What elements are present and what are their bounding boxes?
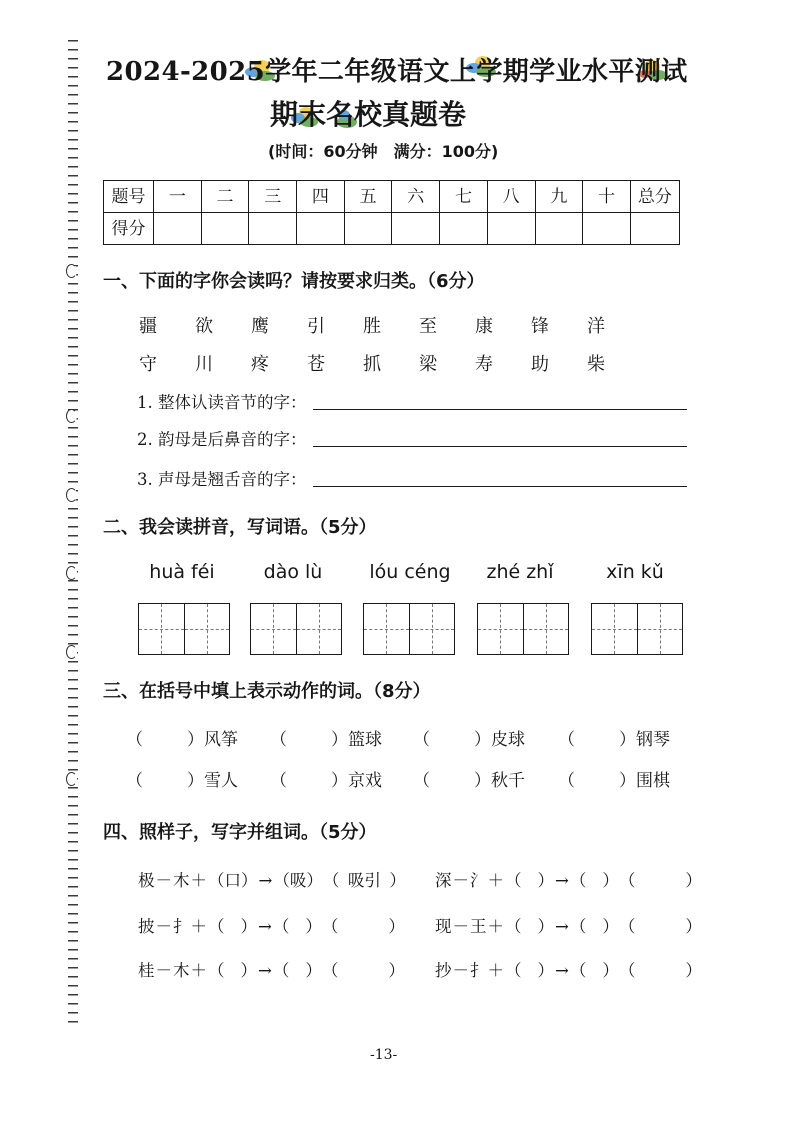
score-table-score-row xyxy=(104,213,680,245)
arrow: → xyxy=(258,961,272,980)
character-row-1 xyxy=(120,315,624,339)
character-item: 守 xyxy=(139,354,157,375)
open-paren: （ xyxy=(569,961,587,980)
close-paren: ） xyxy=(187,730,204,750)
answer-line xyxy=(313,432,688,447)
plus-sign: ＋ xyxy=(487,871,504,890)
open-paren: （ xyxy=(322,871,340,890)
close-paren: ） xyxy=(537,871,554,890)
removed-part: 扌 xyxy=(470,961,487,980)
open-paren: （ xyxy=(505,917,522,936)
writing-grid-cell xyxy=(251,604,296,654)
close-paren: ） xyxy=(537,961,554,980)
arrow: → xyxy=(555,871,569,890)
removed-part: 扌 xyxy=(173,917,190,936)
blank xyxy=(522,959,538,983)
character-item: 引 xyxy=(307,316,325,337)
close-paren: ） xyxy=(388,917,405,936)
character-item: 疼 xyxy=(251,354,269,375)
character-item: 抓 xyxy=(363,354,381,375)
score-table-header-cell: 九 xyxy=(535,181,583,213)
blank xyxy=(586,869,602,893)
score-table-header-cell: 二 xyxy=(201,181,249,213)
close-paren: ） xyxy=(619,771,636,791)
pinyin-item: lóu céng xyxy=(369,561,451,583)
page-title: 2024-2025学年二年级语文上学期学业水平测试 xyxy=(106,57,688,87)
score-cell xyxy=(630,213,679,245)
action-object: 篮球 xyxy=(348,730,382,750)
char-build-item xyxy=(138,959,405,983)
score-table-header-cell: 四 xyxy=(297,181,345,213)
writing-grid-cell xyxy=(592,604,637,654)
score-cell xyxy=(487,213,535,245)
removed-part: 木 xyxy=(173,961,190,980)
character-item: 胜 xyxy=(363,316,381,337)
page-number: -13- xyxy=(370,1047,398,1063)
score-table-header-cell: 题号 xyxy=(104,181,154,213)
open-paren: （ xyxy=(208,917,225,936)
binding-line xyxy=(68,40,78,1028)
open-paren: （ xyxy=(272,917,290,936)
close-paren: ） xyxy=(602,961,619,980)
open-paren: （ xyxy=(321,917,339,936)
pinyin-item: huà féi xyxy=(149,561,215,583)
blank xyxy=(287,769,331,793)
close-paren: ） xyxy=(331,730,348,750)
character-row-2 xyxy=(120,353,624,377)
open-paren: （ xyxy=(273,871,290,890)
binding-hole-mark xyxy=(66,645,77,659)
plus-sign: ＋ xyxy=(190,917,207,936)
action-object: 围棋 xyxy=(636,771,670,791)
blank xyxy=(575,728,619,752)
writing-grid-cell xyxy=(637,604,683,654)
removed-part: 氵 xyxy=(470,871,487,890)
binding-hole-mark xyxy=(66,409,77,423)
score-row-label: 得分 xyxy=(104,213,154,245)
plus-sign: ＋ xyxy=(487,917,504,936)
classification-question-3 xyxy=(137,468,687,492)
action-object: 皮球 xyxy=(491,730,525,750)
open-paren: （ xyxy=(558,730,575,750)
action-fill-item xyxy=(413,728,525,752)
character-item: 梁 xyxy=(419,354,437,375)
character-item: 柴 xyxy=(587,354,605,375)
minus-sign: － xyxy=(452,871,469,890)
char-build-item xyxy=(138,915,405,939)
close-paren: ） xyxy=(331,771,348,791)
question-label: 1. 整体认读音节的字： xyxy=(137,393,307,412)
blank xyxy=(635,959,685,983)
score-table xyxy=(103,180,680,245)
action-object: 风筝 xyxy=(204,730,238,750)
blank xyxy=(522,915,538,939)
character-item: 锋 xyxy=(531,316,549,337)
character-item: 洋 xyxy=(587,316,605,337)
score-table-header-cell: 六 xyxy=(392,181,440,213)
writing-grid-pair xyxy=(363,603,455,655)
writing-grid-cell xyxy=(184,604,230,654)
open-paren: （ xyxy=(270,771,287,791)
section3-heading: 三、在括号中填上表示动作的词。（8分） xyxy=(103,681,431,702)
blank xyxy=(289,959,305,983)
blank xyxy=(225,915,241,939)
answer-line xyxy=(313,395,688,410)
plus-sign: ＋ xyxy=(190,961,207,980)
close-paren: ） xyxy=(602,917,619,936)
writing-grid-pair xyxy=(477,603,569,655)
added-part: 口 xyxy=(224,871,241,890)
open-paren: （ xyxy=(618,871,636,890)
blank xyxy=(586,915,602,939)
minus-sign: － xyxy=(155,917,172,936)
blank xyxy=(430,728,474,752)
new-word: 吸引 xyxy=(347,871,381,890)
blank xyxy=(635,869,685,893)
writing-grid-cell xyxy=(364,604,409,654)
score-table-header-cell: 总分 xyxy=(630,181,679,213)
open-paren: （ xyxy=(413,771,430,791)
binding-hole-mark xyxy=(66,566,77,580)
close-paren: ） xyxy=(240,961,257,980)
open-paren: （ xyxy=(126,730,143,750)
section1-heading: 一、下面的字你会读吗？请按要求归类。（6分） xyxy=(103,271,485,292)
char-build-item xyxy=(435,959,702,983)
character-item: 川 xyxy=(195,354,213,375)
close-paren: ） xyxy=(602,871,619,890)
character-item: 康 xyxy=(475,316,493,337)
close-paren: ） xyxy=(240,917,257,936)
action-object: 雪人 xyxy=(204,771,238,791)
writing-grid-pair xyxy=(591,603,683,655)
writing-grid-pair xyxy=(250,603,342,655)
writing-grid-cell xyxy=(523,604,569,654)
blank xyxy=(586,959,602,983)
new-char: 吸 xyxy=(289,871,307,890)
base-char: 披 xyxy=(138,917,155,936)
minus-sign: － xyxy=(155,871,172,890)
close-paren: ） xyxy=(619,730,636,750)
binding-hole-mark xyxy=(66,772,77,786)
character-item: 鹰 xyxy=(251,316,269,337)
writing-grid-cell xyxy=(139,604,184,654)
blank xyxy=(143,769,187,793)
score-cell xyxy=(249,213,297,245)
section2-heading: 二、我会读拼音，写词语。（5分） xyxy=(103,517,377,538)
score-table-header-cell: 一 xyxy=(154,181,202,213)
score-cell xyxy=(583,213,631,245)
writing-grid-cell xyxy=(409,604,455,654)
action-object: 钢琴 xyxy=(636,730,670,750)
open-paren: （ xyxy=(270,730,287,750)
classification-question-1 xyxy=(137,391,687,415)
base-char: 抄 xyxy=(435,961,452,980)
open-paren: （ xyxy=(569,871,587,890)
base-char: 桂 xyxy=(138,961,155,980)
page-subtitle: 期末名校真题卷 xyxy=(270,98,467,131)
blank xyxy=(338,915,388,939)
removed-part: 木 xyxy=(173,871,190,890)
char-build-item xyxy=(435,915,702,939)
action-object: 京戏 xyxy=(348,771,382,791)
score-cell xyxy=(344,213,392,245)
score-table-header-cell: 五 xyxy=(344,181,392,213)
action-fill-item xyxy=(270,769,382,793)
arrow: → xyxy=(555,961,569,980)
open-paren: （ xyxy=(272,961,290,980)
blank xyxy=(430,769,474,793)
char-build-item xyxy=(435,869,702,893)
close-paren: ） xyxy=(537,917,554,936)
question-label: 3. 声母是翘舌音的字： xyxy=(137,470,307,489)
action-fill-item xyxy=(270,728,382,752)
writing-grid-cell xyxy=(296,604,342,654)
action-fill-item xyxy=(558,728,670,752)
close-paren: ） xyxy=(305,917,322,936)
blank xyxy=(289,915,305,939)
score-cell xyxy=(297,213,345,245)
pinyin-item: zhé zhǐ xyxy=(486,561,554,583)
character-item: 欲 xyxy=(195,316,213,337)
answer-line xyxy=(313,472,688,487)
close-paren: ） xyxy=(305,961,322,980)
open-paren: （ xyxy=(618,961,636,980)
action-fill-item xyxy=(413,769,525,793)
character-item: 助 xyxy=(531,354,549,375)
blank xyxy=(287,728,331,752)
close-paren: ） xyxy=(685,871,702,890)
arrow: → xyxy=(258,917,272,936)
plus-sign: ＋ xyxy=(487,961,504,980)
score-cell xyxy=(440,213,488,245)
close-paren: ） xyxy=(474,730,491,750)
open-paren: （ xyxy=(505,871,522,890)
score-table-header-cell: 三 xyxy=(249,181,297,213)
close-paren: ） xyxy=(389,871,406,890)
arrow: → xyxy=(258,871,273,890)
open-paren: （ xyxy=(413,730,430,750)
open-paren: （ xyxy=(618,917,636,936)
minus-sign: － xyxy=(155,961,172,980)
open-paren: （ xyxy=(505,961,522,980)
close-paren: ） xyxy=(187,771,204,791)
score-cell xyxy=(201,213,249,245)
score-table-header-cell: 八 xyxy=(487,181,535,213)
question-label: 2. 韵母是后鼻音的字： xyxy=(137,430,307,449)
blank xyxy=(635,915,685,939)
writing-grid-pair xyxy=(138,603,230,655)
base-char: 现 xyxy=(435,917,452,936)
blank xyxy=(522,869,538,893)
open-paren: （ xyxy=(321,961,339,980)
base-char: 极 xyxy=(138,871,155,890)
open-paren: （ xyxy=(126,771,143,791)
blank xyxy=(225,959,241,983)
blank xyxy=(143,728,187,752)
action-fill-item xyxy=(558,769,670,793)
score-table-header-cell: 十 xyxy=(583,181,631,213)
plus-sign: ＋ xyxy=(190,871,207,890)
close-paren: ） xyxy=(306,871,323,890)
close-paren: ） xyxy=(685,961,702,980)
binding-hole-mark xyxy=(66,264,77,278)
open-paren: （ xyxy=(208,871,225,890)
writing-grid-cell xyxy=(478,604,523,654)
char-build-item xyxy=(138,869,406,893)
classification-question-2 xyxy=(137,428,687,452)
character-item: 苍 xyxy=(307,354,325,375)
binding-hole-mark xyxy=(66,488,77,502)
minus-sign: － xyxy=(452,917,469,936)
character-item: 疆 xyxy=(139,316,157,337)
pinyin-item: dào lù xyxy=(263,561,323,583)
open-paren: （ xyxy=(558,771,575,791)
section4-heading: 四、照样子，写字并组词。（5分） xyxy=(103,822,377,843)
action-object: 秋千 xyxy=(491,771,525,791)
action-fill-item xyxy=(126,728,238,752)
score-cell xyxy=(154,213,202,245)
blank xyxy=(575,769,619,793)
score-cell xyxy=(535,213,583,245)
score-table-header-cell: 七 xyxy=(440,181,488,213)
close-paren: ） xyxy=(685,917,702,936)
base-char: 深 xyxy=(435,871,452,890)
score-cell xyxy=(392,213,440,245)
open-paren: （ xyxy=(569,917,587,936)
close-paren: ） xyxy=(388,961,405,980)
action-fill-item xyxy=(126,769,238,793)
time-and-score-info: (时间：60分钟 满分：100分) xyxy=(268,142,499,161)
character-item: 至 xyxy=(419,316,437,337)
removed-part: 王 xyxy=(470,917,487,936)
character-item: 寿 xyxy=(475,354,493,375)
score-table-header-row xyxy=(104,181,680,213)
minus-sign: － xyxy=(452,961,469,980)
pinyin-item: xīn kǔ xyxy=(606,561,664,583)
close-paren: ） xyxy=(241,871,258,890)
arrow: → xyxy=(555,917,569,936)
blank xyxy=(338,959,388,983)
close-paren: ） xyxy=(474,771,491,791)
open-paren: （ xyxy=(208,961,225,980)
